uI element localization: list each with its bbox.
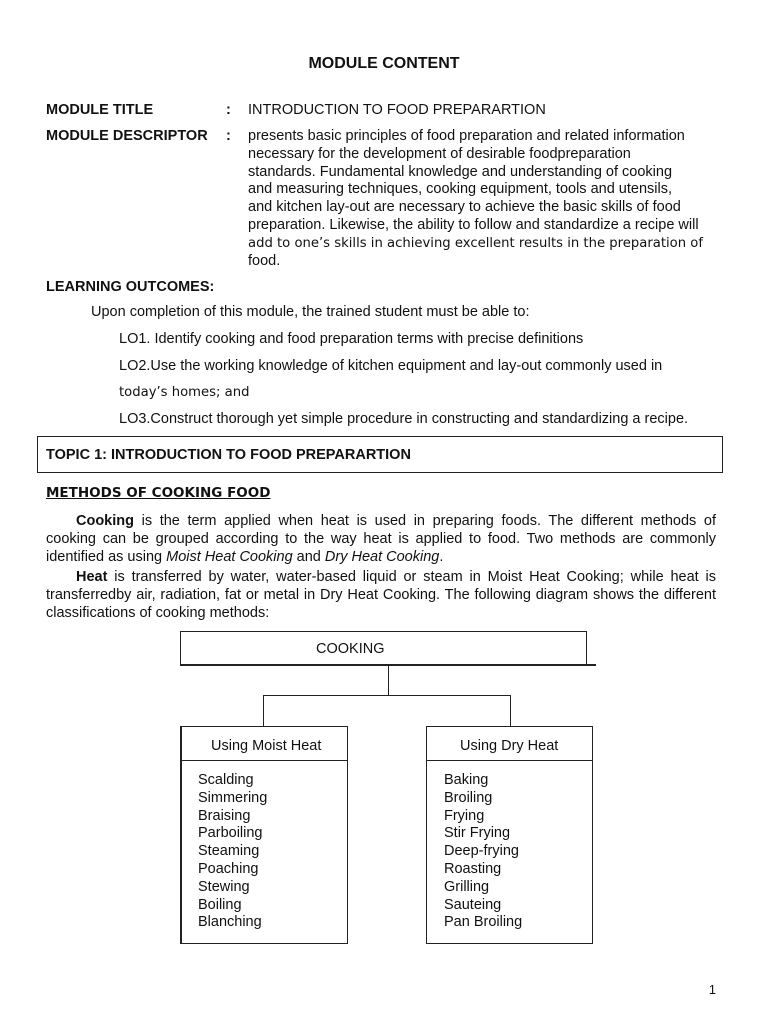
descriptor-line: necessary for the development of desirable foodpreparation: [248, 145, 631, 162]
page-number: 1: [708, 982, 716, 997]
list-item: Pan Broiling: [444, 914, 523, 931]
list-item: Blanching: [198, 914, 262, 931]
moist-box-left-edge: [180, 726, 182, 944]
learning-outcome-3: LO3.Construct thorough yet simple procedure in constructing and standardizing a recipe.: [119, 411, 689, 427]
descriptor-line: add to one’s skills in achieving excellent results in the preparation of: [248, 235, 704, 251]
dry-heat-list: [444, 772, 522, 932]
connector-right: [510, 695, 511, 726]
heat-term: Heat: [76, 569, 108, 585]
topic-heading: TOPIC 1: INTRODUCTION TO FOOD PREPARARTION: [46, 447, 411, 463]
learning-outcomes-heading: LEARNING OUTCOMES:: [46, 279, 215, 295]
list-item: Poaching: [198, 860, 259, 877]
heat-text: is transferred by water, water-based liquid or steam in Moist Heat Cooking; while heat is transferredby air, radiation, fat or metal in Dry Heat Cooking. The following diagram shows the different classifications of cooking methods:: [46, 569, 716, 621]
descriptor-line: and kitchen lay-out are necessary to achieve the basic skills of food: [248, 199, 681, 216]
moist-heat-term: Moist Heat Cooking: [166, 549, 293, 565]
moist-title-divider: [180, 760, 348, 761]
descriptor-line: presents basic principles of food preparation and related information: [248, 128, 685, 144]
list-item: Frying: [444, 807, 485, 824]
learning-outcome-2-cont: today’s homes; and: [119, 385, 250, 400]
list-item: Boiling: [198, 896, 242, 913]
dry-heat-term: Dry Heat Cooking: [324, 549, 440, 565]
learning-outcome-1: LO1. Identify cooking and food preparation terms with precise definitions: [119, 331, 584, 347]
list-item: Simmering: [198, 789, 268, 806]
learning-outcome-2: LO2.Use the working knowledge of kitchen equipment and lay-out commonly used in: [119, 358, 663, 374]
cooking-term: Cooking: [76, 513, 134, 529]
paragraph-heat: [46, 568, 716, 622]
moist-heat-list: [198, 772, 267, 932]
descriptor-line: and measuring techniques, cooking equipment, tools and utensils,: [248, 181, 672, 198]
module-descriptor-colon: :: [226, 128, 231, 144]
connector-vertical: [388, 666, 389, 696]
descriptor-line: food.: [248, 252, 281, 269]
dry-heat-title: Using Dry Heat: [460, 738, 559, 754]
paragraph-cooking: [46, 512, 716, 566]
connector-horizontal: [263, 695, 511, 696]
list-item: Baking: [444, 772, 489, 788]
topic-box: [37, 436, 723, 473]
section-heading: METHODS OF COOKING FOOD: [46, 485, 271, 501]
cooking-text-a: is the term applied when heat is used in preparing foods. The different methods of cooking can be grouped according to the way heat is applied to food. Two methods are commonly identified as using: [46, 513, 716, 565]
list-item: Steaming: [198, 843, 260, 860]
list-item: Broiling: [444, 789, 493, 806]
cooking-text-b: and: [292, 549, 325, 565]
cooking-root-label: COOKING: [316, 641, 385, 657]
list-item: Sauteing: [444, 896, 502, 913]
descriptor-line: standards. Fundamental knowledge and understanding of cooking: [248, 163, 673, 180]
page-title: MODULE CONTENT: [308, 55, 460, 72]
module-descriptor-label: MODULE DESCRIPTOR: [46, 128, 208, 144]
descriptor-line: preparation. Likewise, the ability to follow and standardize a recipe will: [248, 216, 699, 233]
learning-outcomes-intro: Upon completion of this module, the trained student must be able to:: [91, 304, 530, 320]
cooking-text-c: .: [439, 549, 444, 565]
list-item: Stir Frying: [444, 825, 511, 842]
module-title-label: MODULE TITLE: [46, 102, 154, 118]
list-item: Parboiling: [198, 825, 263, 842]
module-title-value: INTRODUCTION TO FOOD PREPARARTION: [248, 102, 546, 118]
module-descriptor-text: [248, 128, 723, 270]
list-item: Deep-frying: [444, 843, 519, 860]
list-item: Grilling: [444, 878, 490, 895]
list-item: Stewing: [198, 878, 250, 895]
connector-left: [263, 695, 264, 726]
list-item: Braising: [198, 807, 251, 824]
list-item: Scalding: [198, 772, 254, 788]
list-item: Roasting: [444, 860, 502, 877]
moist-heat-title: Using Moist Heat: [211, 738, 322, 754]
dry-title-divider: [426, 760, 593, 761]
module-title-colon: :: [226, 102, 231, 118]
